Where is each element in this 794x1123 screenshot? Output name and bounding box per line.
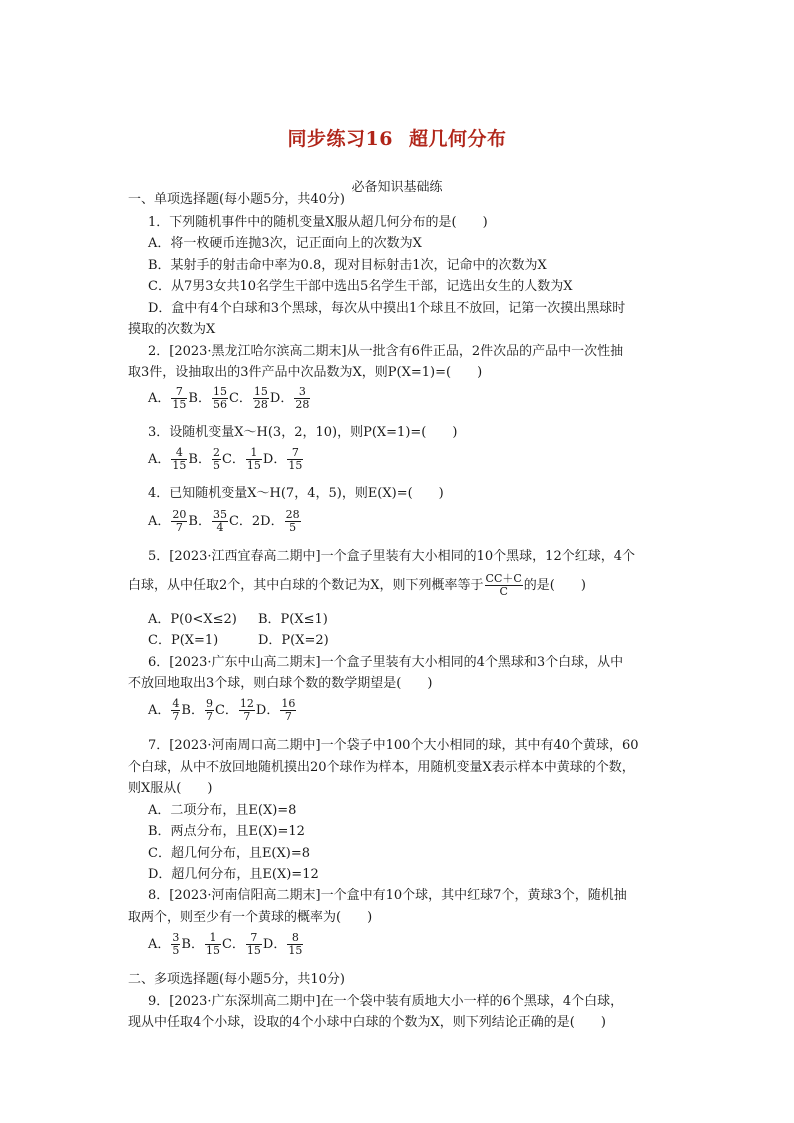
q2-frac-d: $\frac{3}{28}$ (295, 385, 310, 411)
q4-options: A． $\frac{20}{7}$ B． $\frac{35}{4}$ C．2D． $\frac{28}{5}$ (148, 508, 300, 534)
page-title (0, 124, 794, 151)
q8-frac-a: $\frac{3}{5}$ (172, 931, 180, 957)
title-topic: 超几何分布 (408, 128, 507, 150)
q6-frac-b: $\frac{9}{7}$ (205, 697, 213, 723)
q5-options-cd: C．P(X=1) D．P(X=2) (148, 633, 329, 648)
q3-frac-c: $\frac{1}{15}$ (246, 446, 261, 472)
q3-options: A． $\frac{4}{15}$ B． $\frac{2}{5}$ C． $\frac{1}{15}$ D． $\frac{7}{15}$ (148, 446, 303, 472)
title-number: 同步练习16 (287, 128, 393, 150)
q7-option-c: C．超几何分布，且E(X)=8 (148, 846, 310, 861)
q2-frac-b: $\frac{15}{56}$ (212, 385, 227, 411)
q6-options: A． $\frac{4}{7}$ B． $\frac{9}{7}$ C． $\frac{12}{7}$ D． $\frac{16}{7}$ (148, 697, 296, 723)
q9-stem: 9．[2023·广东深圳高二期中]在一个袋中装有质地大小一样的6个黑球，4个白球， (148, 994, 624, 1009)
q8-frac-b: $\frac{1}{15}$ (205, 931, 220, 957)
q1-option-d-cont: 摸取的次数为X (128, 322, 216, 337)
q1-option-d: D．盒中有4个白球和3个黑球，每次从中摸出1个球且不放回，记第一次摸出黑球时 (148, 301, 626, 316)
q6-frac-a: $\frac{4}{7}$ (172, 697, 180, 723)
q5-stem-cont: 白球，从中任取2个，其中白球的个数记为X，则下列概率等于 $\frac{CC+C}{C}$ 的是( ) (128, 572, 586, 598)
part1-heading: 一、单项选择题(每小题5分，共40分) (128, 192, 345, 207)
q1-option-b: B．某射手的射击命中率为0.8，现对目标射击1次，记命中的次数为X (148, 258, 547, 273)
q4-frac-a: $\frac{20}{7}$ (172, 508, 187, 534)
q4-frac-b: $\frac{35}{4}$ (212, 508, 227, 534)
q4-option-c: C．2 (228, 514, 261, 529)
q7-option-b: B．两点分布，且E(X)=12 (148, 824, 305, 839)
q1-stem: 1．下列随机事件中的随机变量X服从超几何分布的是( ) (148, 215, 488, 230)
q5-probability-frac: $\frac{CC+C}{C}$ (485, 572, 522, 598)
q7-stem-cont2: 则X服从( ) (128, 781, 213, 796)
q6-stem-cont: 不放回地取出3个球，则白球个数的数学期望是( ) (128, 676, 433, 691)
part2-heading: 二、多项选择题(每小题5分，共10分) (128, 972, 345, 987)
q4-frac-d: $\frac{28}{5}$ (285, 508, 300, 534)
q3-frac-b: $\frac{2}{5}$ (212, 446, 220, 472)
q8-frac-d: $\frac{8}{15}$ (288, 931, 303, 957)
q7-stem-cont: 个白球，从中不放回地随机摸出20个球作为样本，用随机变量X表示样本中黄球的个数， (128, 760, 635, 775)
q4-stem: 4．已知随机变量X～H(7，4，5)，则E(X)=( ) (148, 486, 444, 501)
q2-stem: 2．[2023·黑龙江哈尔滨高二期末]从一批含有6件正品，2件次品的产品中一次性抽 (148, 344, 624, 359)
q9-stem-cont: 现从中任取4个小球，设取的4个小球中白球的个数为X，则下列结论正确的是( ) (128, 1015, 606, 1030)
q7-option-d: D．超几何分布，且E(X)=12 (148, 867, 319, 882)
q8-stem: 8．[2023·河南信阳高二期末]一个盒中有10个球，其中红球7个，黄球3个，随机抽 (148, 888, 627, 903)
q1-option-a: A．将一枚硬币连抛3次，记正面向上的次数为X (148, 236, 422, 251)
q2-frac-c: $\frac{15}{28}$ (253, 385, 268, 411)
q2-frac-a: $\frac{7}{15}$ (172, 385, 187, 411)
q8-frac-c: $\frac{7}{15}$ (246, 931, 261, 957)
q8-options: A． $\frac{3}{5}$ B． $\frac{1}{15}$ C． $\frac{7}{15}$ D． $\frac{8}{15}$ (148, 931, 303, 957)
q3-stem: 3．设随机变量X～H(3，2，10)，则P(X=1)=( ) (148, 425, 458, 440)
section-heading: 必备知识基础练 (351, 180, 443, 195)
q2-options: A． $\frac{7}{15}$ B． $\frac{15}{56}$ C． $\frac{15}{28}$ D． $\frac{3}{28}$ (148, 385, 310, 411)
q2-stem-cont: 取3件，设抽取出的3件产品中次品数为X，则P(X=1)=( ) (128, 365, 483, 380)
q7-option-a: A．二项分布，且E(X)=8 (148, 803, 297, 818)
q3-frac-a: $\frac{4}{15}$ (172, 446, 187, 472)
q5-options-ab: A．P(0<X≤2) B．P(X≤1) (148, 612, 328, 627)
q7-stem: 7．[2023·河南周口高二期中]一个袋子中100个大小相同的球，其中有40个黄球，60 (148, 738, 639, 753)
q3-frac-d: $\frac{7}{15}$ (288, 446, 303, 472)
q6-frac-d: $\frac{16}{7}$ (281, 697, 296, 723)
q8-stem-cont: 取两个，则至少有一个黄球的概率为( ) (128, 910, 373, 925)
q6-stem: 6．[2023·广东中山高二期末]一个盒子里装有大小相同的4个黑球和3个白球，从中 (148, 655, 624, 670)
q1-option-c: C．从7男3女共10名学生干部中选出5名学生干部，记选出女生的人数为X (148, 279, 573, 294)
q6-frac-c: $\frac{12}{7}$ (239, 697, 254, 723)
q5-stem: 5．[2023·江西宜春高二期中]一个盒子里装有大小相同的10个黑球，12个红球，4个 (148, 549, 635, 564)
